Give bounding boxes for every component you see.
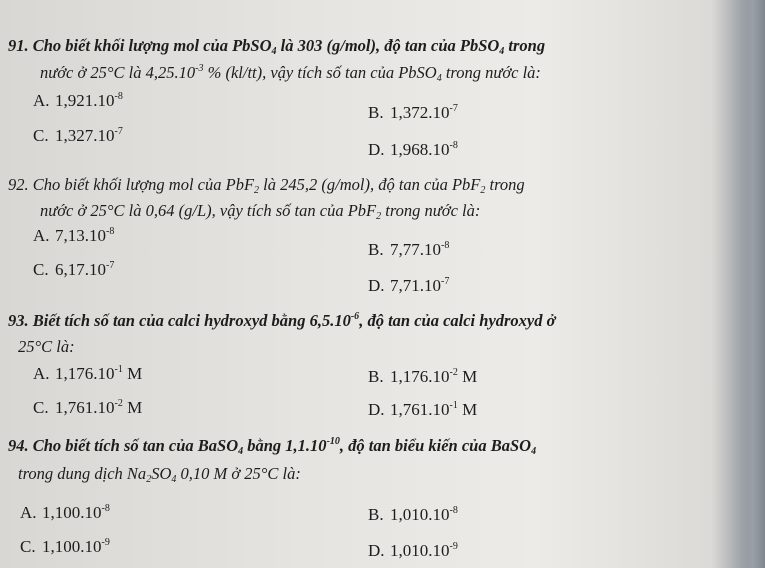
- question-text: nước ở 25°C là 0,64 (g/L), vậy tích số tan của PbF: [40, 201, 377, 220]
- superscript: -3: [195, 63, 204, 74]
- option-91-a[interactable]: [33, 91, 123, 111]
- question-text: nước ở 25°C là 4,25.10: [40, 63, 196, 82]
- question-text: trong: [504, 36, 546, 55]
- subscript: 4: [499, 46, 505, 57]
- question-text: Cho biết khối lượng mol của PbSO: [32, 36, 272, 55]
- option-value: 1,176.10: [55, 364, 115, 383]
- superscript: -6: [350, 311, 360, 322]
- option-91-c[interactable]: [33, 126, 123, 146]
- option-value: 1,327.10: [55, 126, 115, 145]
- option-91-d[interactable]: [368, 140, 458, 160]
- option-label: B.: [368, 505, 384, 524]
- exponent: -8: [101, 503, 110, 514]
- exponent: -2: [449, 367, 458, 378]
- exponent: -2: [114, 398, 123, 409]
- question-text: Cho biết khối lượng mol của PbF: [32, 175, 255, 194]
- option-value: 1,010.10: [390, 541, 450, 560]
- subscript: 2: [480, 185, 486, 196]
- exponent: -1: [449, 400, 458, 411]
- question-text: 0,10 M ở 25°C là:: [176, 464, 301, 483]
- question-92-line-2: [40, 201, 480, 221]
- question-94-line-2: [18, 464, 301, 484]
- option-label: D.: [368, 276, 385, 295]
- question-text: là 303 (g/mol), độ tan của PbSO: [276, 36, 500, 55]
- option-94-c[interactable]: [20, 537, 110, 557]
- question-text: Biết tích số tan của calci hydroxyd bằng 6,5.10: [32, 311, 351, 330]
- subscript: 4: [531, 446, 537, 457]
- question-91-line-1: [8, 36, 545, 56]
- option-92-a[interactable]: [33, 226, 114, 246]
- subscript: 4: [271, 46, 277, 57]
- question-text: bằng 1,1.10: [243, 436, 327, 455]
- option-value: 1,100.10: [42, 503, 102, 522]
- exponent: -9: [101, 537, 110, 548]
- question-text: % (kl/tt), vậy tích số tan của PbSO: [203, 63, 437, 82]
- option-unit: M: [122, 364, 143, 383]
- option-92-d[interactable]: [368, 276, 449, 296]
- option-value: 7,77.10: [390, 240, 441, 259]
- option-94-b[interactable]: [368, 505, 458, 525]
- option-92-b[interactable]: [368, 240, 449, 260]
- exponent: -8: [449, 140, 458, 151]
- option-93-d[interactable]: [368, 400, 477, 420]
- exponent: -7: [441, 276, 450, 287]
- option-label: A.: [33, 364, 50, 383]
- question-text: , độ tan của calci hydroxyd ở: [359, 311, 556, 330]
- question-text: là 245,2 (g/mol), độ tan của PbF: [259, 175, 481, 194]
- option-label: C.: [33, 126, 49, 145]
- option-value: 1,372.10: [390, 103, 450, 122]
- option-value: 1,176.10: [390, 367, 450, 386]
- question-number: 93.: [8, 311, 29, 330]
- exponent: -9: [449, 541, 458, 552]
- exponent: -1: [114, 364, 123, 375]
- option-unit: M: [457, 400, 478, 419]
- question-text: trong nước là:: [441, 63, 541, 82]
- option-93-b[interactable]: [368, 367, 477, 387]
- question-text: Cho biết tích số tan của BaSO: [32, 436, 239, 455]
- option-92-c[interactable]: [33, 260, 114, 280]
- option-value: 1,968.10: [390, 140, 450, 159]
- option-93-c[interactable]: [33, 398, 142, 418]
- option-label: B.: [368, 367, 384, 386]
- question-number: 92.: [8, 175, 29, 194]
- subscript: 4: [238, 446, 244, 457]
- option-unit: M: [457, 367, 478, 386]
- option-label: A.: [33, 226, 50, 245]
- exponent: -7: [106, 260, 115, 271]
- question-text: 25°C là:: [18, 337, 75, 356]
- question-text: trong dung dịch Na: [18, 464, 147, 483]
- exponent: -7: [114, 126, 123, 137]
- option-label: B.: [368, 103, 384, 122]
- option-label: D.: [368, 541, 385, 560]
- page-edge-shadow: [743, 0, 765, 568]
- question-91-line-2: [40, 63, 541, 83]
- option-label: C.: [33, 260, 49, 279]
- option-label: D.: [368, 400, 385, 419]
- question-text: , độ tan biểu kiến của BaSO: [339, 436, 532, 455]
- option-93-a[interactable]: [33, 364, 142, 384]
- question-text: SO: [151, 464, 172, 483]
- question-94-line-1: [8, 436, 536, 456]
- question-93-line-1: [8, 311, 556, 331]
- question-number: 94.: [8, 436, 29, 455]
- option-value: 1,010.10: [390, 505, 450, 524]
- question-text: trong: [485, 175, 525, 194]
- subscript: 4: [436, 73, 442, 84]
- option-value: 1,921.10: [55, 91, 115, 110]
- option-value: 1,100.10: [42, 537, 102, 556]
- option-unit: M: [122, 398, 143, 417]
- question-92-line-1: [8, 175, 525, 195]
- option-value: 1,761.10: [55, 398, 115, 417]
- question-text: trong nước là:: [381, 201, 481, 220]
- exponent: -8: [106, 226, 115, 237]
- option-label: A.: [20, 503, 37, 522]
- exponent: -8: [441, 240, 450, 251]
- exponent: -7: [449, 103, 458, 114]
- superscript: -10: [326, 436, 340, 447]
- exponent: -8: [114, 91, 123, 102]
- option-value: 7,71.10: [390, 276, 441, 295]
- option-label: C.: [20, 537, 36, 556]
- option-94-a[interactable]: [20, 503, 110, 523]
- option-label: D.: [368, 140, 385, 159]
- option-value: 7,13.10: [55, 226, 106, 245]
- option-label: C.: [33, 398, 49, 417]
- exponent: -8: [449, 505, 458, 516]
- subscript: 2: [376, 211, 382, 222]
- option-label: B.: [368, 240, 384, 259]
- question-93-line-2: [18, 337, 75, 357]
- subscript: 2: [146, 474, 152, 485]
- option-value: 1,761.10: [390, 400, 450, 419]
- subscript: 2: [254, 185, 260, 196]
- subscript: 4: [171, 474, 177, 485]
- option-label: A.: [33, 91, 50, 110]
- option-91-b[interactable]: [368, 103, 458, 123]
- option-value: 6,17.10: [55, 260, 106, 279]
- option-94-d[interactable]: [368, 541, 458, 561]
- question-number: 91.: [8, 36, 29, 55]
